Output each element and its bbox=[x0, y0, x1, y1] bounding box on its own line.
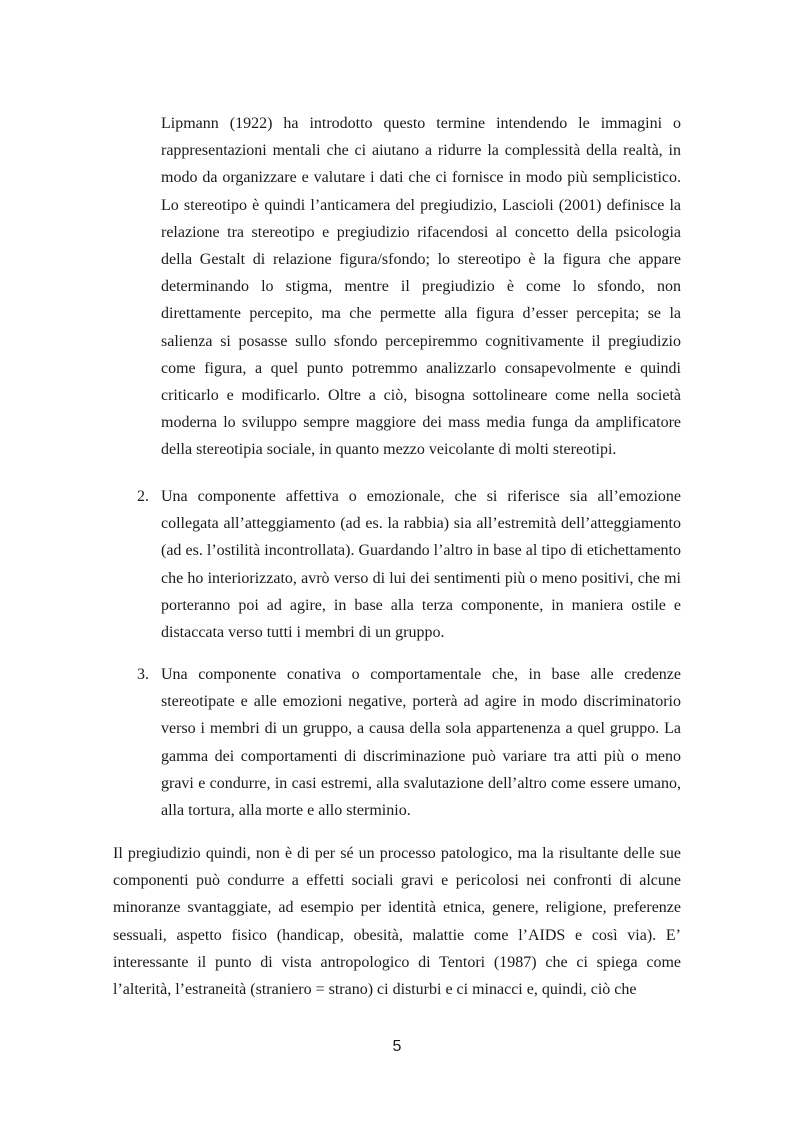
body-paragraph: Il pregiudizio quindi, non è di per sé un processo patologico, ma la risultante delle sue componenti può condurre a effetti sociali gravi e pericolosi nei confronti di alcune minoranze svantaggiate, ad esempio per identità etnica, genere, religione, preferenze sessuali, aspetto fisico (handicap, obesità, malattie come l’AIDS e così via). E’ interessante il punto di vista antropologico di Tentori (1987) che ci spiega come l’alterità, l’estraneità (straniero = strano) ci disturbi e ci minacci e, quindi, ciò che bbox=[113, 845, 681, 999]
page-number: 5 bbox=[392, 1038, 402, 1055]
list-item-number: 3. bbox=[137, 666, 149, 683]
list-item-text: Una componente conativa o comportamentale che, in base alle credenze stereotipate e alle emozioni negative, porterà ad agire in modo discriminatorio verso i membri di un gruppo, a causa della sola appartenenza a quel gruppo. La gamma dei comportamenti di discriminazione può variare tra atti più o meno gravi e condurre, in casi estremi, alla svalutazione dell’altro come essere umano, alla tortura, alla morte e allo sterminio. bbox=[161, 666, 681, 820]
continued-paragraph: Lipmann (1922) ha introdotto questo termine intendendo le immagini o rappresentazioni mentali che ci aiutano a ridurre la complessità della realtà, in modo da organizzare e valutare i dati che ci fornisce in modo più semplicistico. Lo stereotipo è quindi l’anticamera del pregiudizio, Lascioli (2001) definisce la relazione tra stereotipo e pregiudizio rifacendosi al concetto della psicologia della Gestalt di relazione figura/sfondo; lo stereotipo è la figura che appare determinando lo stigma, mentre il pregiudizio è come lo sfondo, non direttamente percepito, ma che permette alla figura d’esser percepita; se la salienza si posasse sullo sfondo percepiremmo cognitivamente il pregiudizio come figura, a quel punto potremmo analizzarlo consapevolmente e quindi criticarlo e modificarlo. Oltre a ciò, bisogna sottolineare come nella società moderna lo sviluppo sempre maggiore dei mass media funga da amplificatore della stereotipia sociale, in quanto mezzo veicolante di molti stereotipi. bbox=[161, 115, 681, 459]
list-item-number: 2. bbox=[137, 488, 149, 505]
list-item-text: Una componente affettiva o emozionale, che si riferisce sia all’emozione collegata all’atteggiamento (ad es. la rabbia) sia all’estremità dell’atteggiamento (ad es. l’ostilità incontrollata). Guardando l’altro in base al tipo di etichettamento che ho interiorizzato, avrò verso di lui dei sentimenti più o meno positivi, che mi porteranno poi ad agire, in base alla terza componente, in maniera ostile e distaccata verso tutti i membri di un gruppo. bbox=[161, 488, 681, 642]
